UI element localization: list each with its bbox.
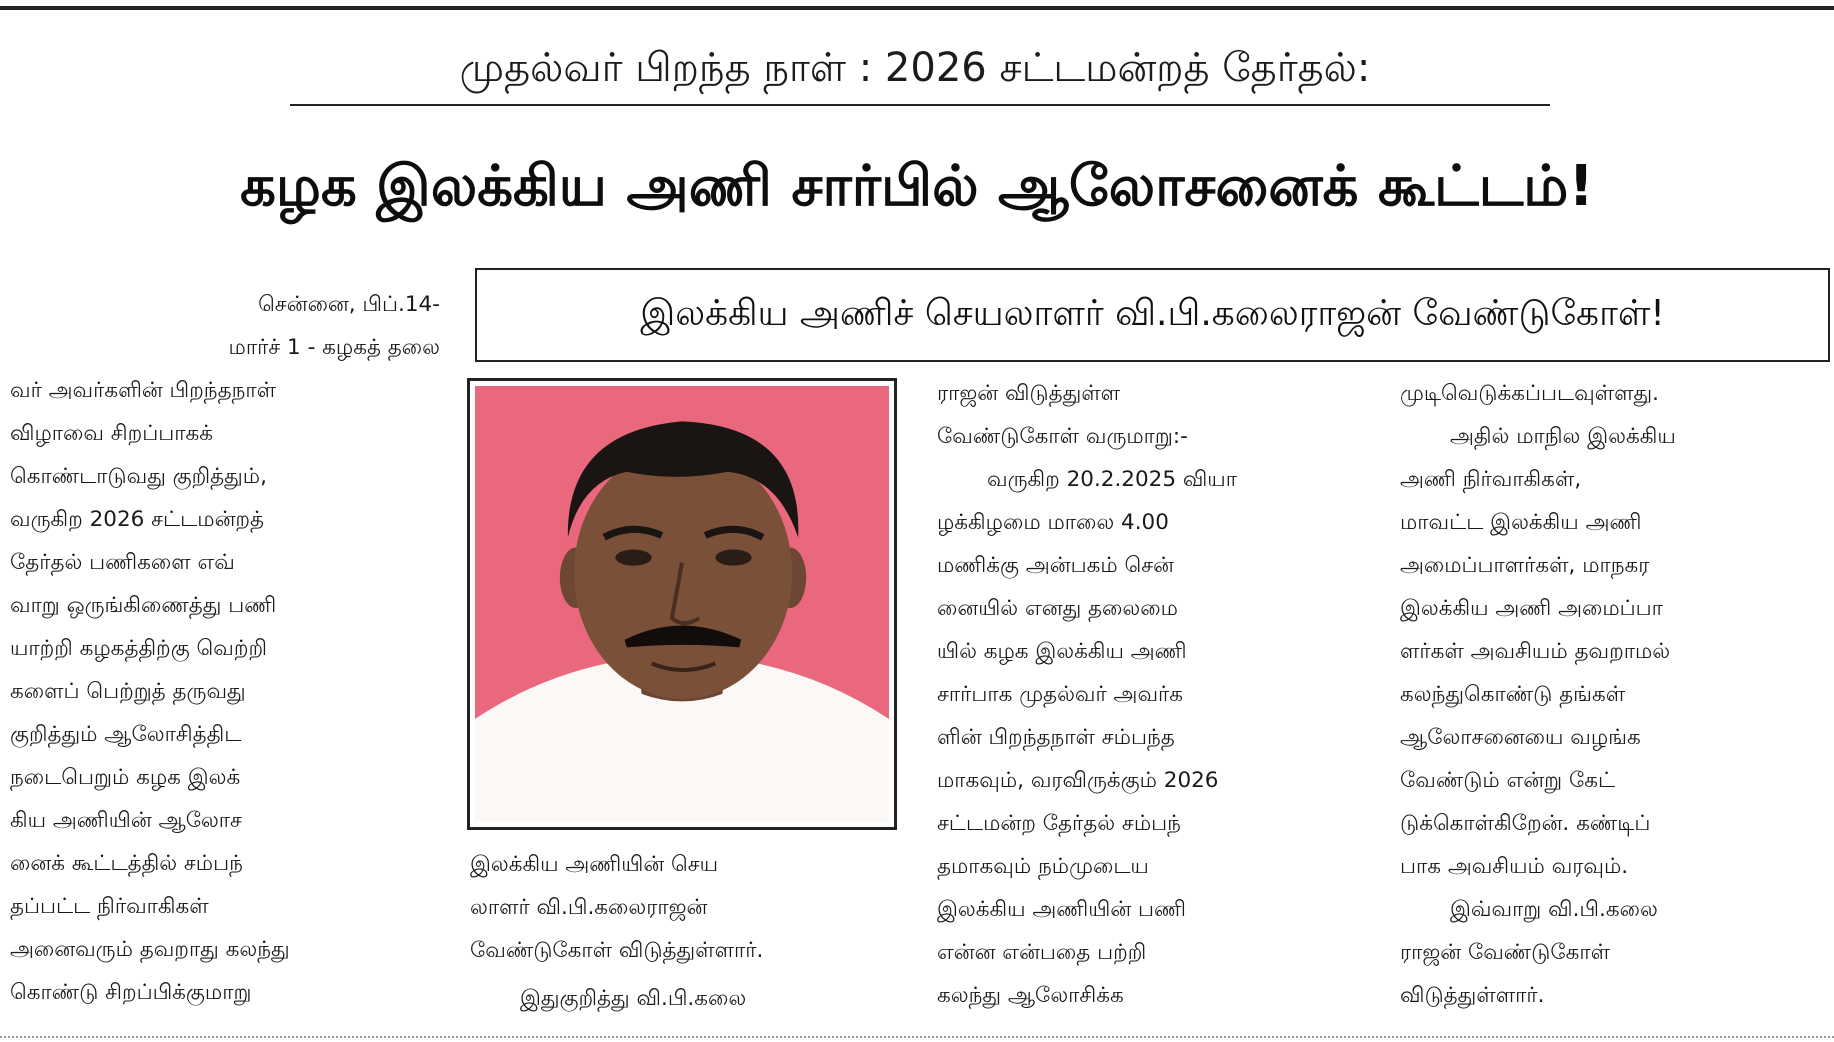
article-line: முடிவெடுக்கப்படவுள்ளது. (1400, 381, 1659, 406)
article-line: இலக்கிய அணியின் பணி (937, 897, 1186, 922)
article-line: மாகவும், வரவிருக்கும் 2026 (937, 768, 1219, 793)
article-line: வருகிற 20.2.2025 வியா (987, 467, 1237, 492)
article-line: யாற்றி கழகத்திற்கு வெற்றி (10, 636, 267, 661)
caption-line: லாளர் வி.பி.கலைராஜன் (470, 895, 708, 920)
article-line: மார்ச் 1 - கழகத் தலை (228, 335, 440, 360)
article-line: டுக்கொள்கிறேன். கண்டிப் (1400, 811, 1651, 836)
article-line: ராஜன் விடுத்துள்ள (937, 381, 1121, 406)
article-line: வருகிற 2026 சட்டமன்றத் (10, 507, 265, 532)
article-line: வர் அவர்களின் பிறந்தநாள் (10, 378, 277, 403)
article-line: மணிக்கு அன்பகம் சென் (937, 553, 1174, 578)
article-line: விடுத்துள்ளார். (1400, 983, 1545, 1008)
article-line: அமைப்பாளர்கள், மாநகர (1400, 553, 1650, 578)
article-line: அணி நிர்வாகிகள், (1400, 467, 1582, 492)
article-line: கலந்து ஆலோசிக்க (937, 983, 1124, 1008)
caption-line: இலக்கிய அணியின் செய (470, 852, 719, 877)
article-line: அனைவரும் தவறாது கலந்து (10, 937, 290, 962)
photo-caption (470, 843, 900, 972)
article-line: இதுகுறித்து வி.பி.கலை (520, 986, 747, 1011)
dateline: சென்னை, பிப்.14- (258, 292, 440, 317)
caption-line: வேண்டுகோள் விடுத்துள்ளார். (470, 938, 764, 963)
article-line: பாக அவசியம் வரவும். (1400, 854, 1629, 879)
article-column-2 (470, 977, 900, 1020)
face (574, 447, 792, 699)
article-line: தமாகவும் நம்முடைய (937, 854, 1149, 879)
top-rule (0, 0, 1834, 10)
kicker-headline: முதல்வர் பிறந்த நாள் : 2026 சட்டமன்றத் தேர்தல்: (459, 45, 1371, 91)
article-line: ளர்கள் அவசியம் தவறாமல் (1400, 639, 1671, 664)
article-line: ராஜன் வேண்டுகோள் (1400, 940, 1610, 965)
article-line: வேண்டுகோள் வருமாறு:- (937, 424, 1188, 449)
article-line: இவ்வாறு வி.பி.கலை (1450, 897, 1658, 922)
article-line: ஆலோசனையை வழங்க (1400, 725, 1641, 750)
main-headline: கழக இலக்கிய அணி சார்பில் ஆலோசனைக் கூட்டம்! (240, 154, 1594, 219)
article-line: சார்பாக முதல்வர் அவர்க (937, 682, 1184, 707)
article-line: கொண்டு சிறப்பிக்குமாறு (10, 980, 252, 1005)
kicker-underline (290, 104, 1550, 106)
article-line: வேண்டும் என்று கேட் (1400, 768, 1616, 793)
article-line: னைக் கூட்டத்தில் சம்பந் (10, 851, 243, 876)
article-line: ளின் பிறந்தநாள் சம்பந்த (937, 725, 1175, 750)
article-line: அதில் மாநில இலக்கிய (1450, 424, 1676, 449)
article-line: குறித்தும் ஆலோசித்திட (10, 722, 242, 747)
article-line: ழக்கிழமை மாலை 4.00 (937, 510, 1169, 535)
article-line: யில் கழக இலக்கிய அணி (937, 639, 1187, 664)
article-line: சட்டமன்ற தேர்தல் சம்பந் (937, 811, 1181, 836)
article-line: தேர்தல் பணிகளை எவ் (10, 550, 235, 575)
article-line: தப்பட்ட நிர்வாகிகள் (10, 894, 209, 919)
article-line: விழாவை சிறப்பாகக் (10, 421, 213, 446)
bottom-rule (0, 1036, 1834, 1038)
article-line: என்ன என்பதை பற்றி (937, 940, 1147, 965)
article-line: மாவட்ட இலக்கிய அணி (1400, 510, 1642, 535)
article-line: னையில் எனது தலைமை (937, 596, 1178, 621)
article-line: கலந்துகொண்டு தங்கள் (1400, 682, 1626, 707)
article-column-1 (10, 283, 440, 1014)
article-column-4 (1400, 372, 1830, 1017)
article-line: இலக்கிய அணி அமைப்பா (1400, 596, 1663, 621)
article-line: வாறு ஒருங்கிணைத்து பணி (10, 593, 277, 618)
article-line: நடைபெறும் கழக இலக் (10, 765, 241, 790)
portrait-photo (475, 386, 889, 822)
article-line: கிய அணியின் ஆலோச (10, 808, 242, 833)
boxed-subheadline: இலக்கிய அணிச் செயலாளர் வி.பி.கலைராஜன் வேண்டுகோள்! (475, 268, 1830, 362)
right-eye (715, 550, 751, 566)
left-eye (615, 550, 651, 566)
portrait-photo-frame (467, 378, 897, 830)
article-column-3 (937, 372, 1367, 1017)
article-line: களைப் பெற்றுத் தருவது (10, 679, 246, 704)
article-line: கொண்டாடுவது குறித்தும், (10, 464, 267, 489)
